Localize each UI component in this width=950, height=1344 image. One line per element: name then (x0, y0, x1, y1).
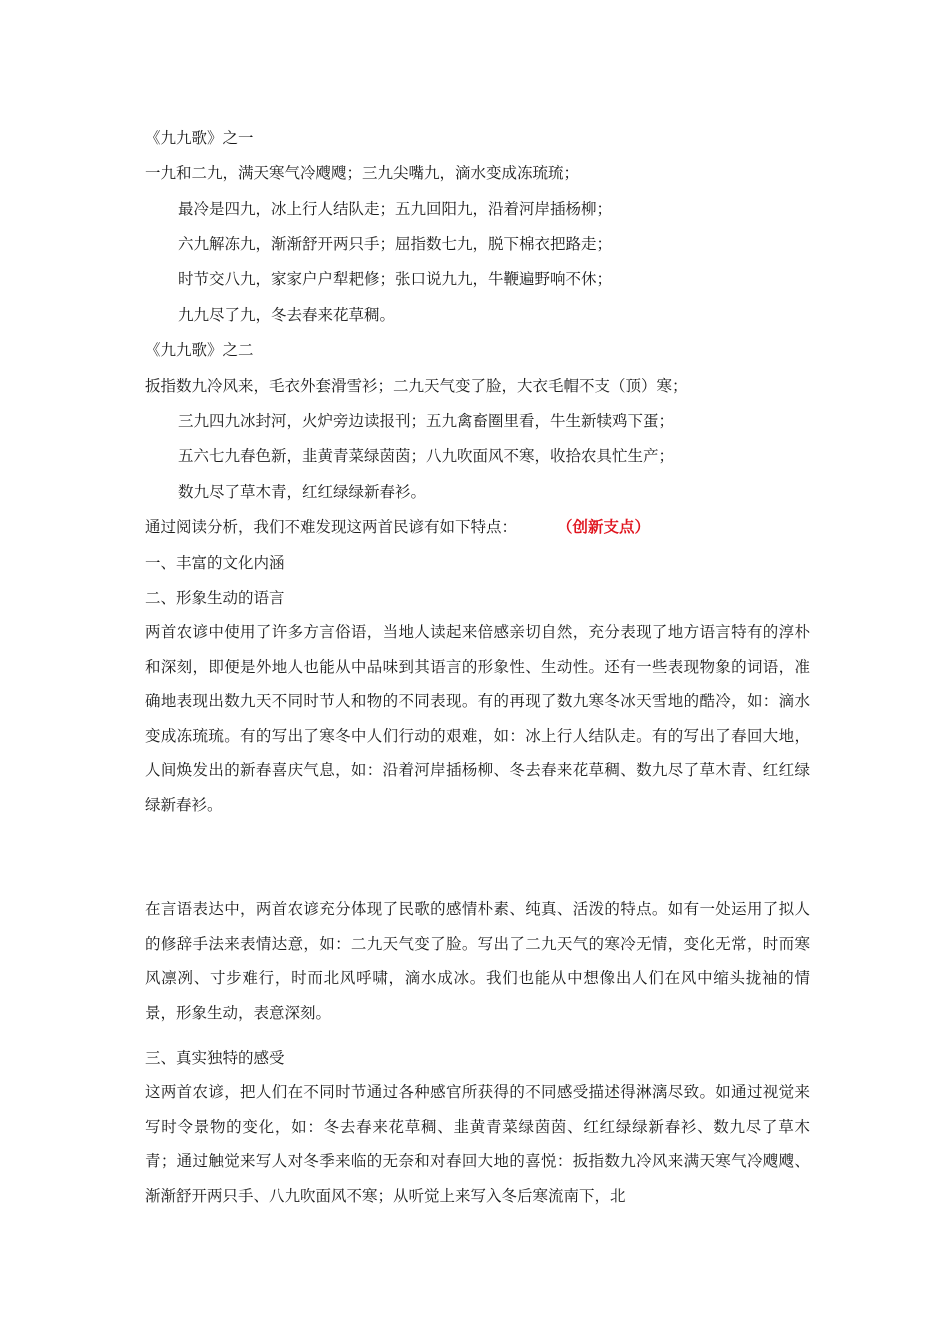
poem1-line: 九九尽了九，冬去春来花草稠。 (178, 306, 396, 324)
intro-line (145, 517, 650, 537)
poem1-title: 《九九歌》之一 (145, 129, 254, 147)
section-3-paragraph-1: 这两首农谚，把人们在不同时节通过各种感官所获得的不同感受描述得淋漓尽致。如通过视觉来写时令景物的变化，如：冬去春来花草稠、韭黄青菜绿茵茵、红红绿绿新春衫、数九尽了草木青；通过触觉来写人对冬季来临的无奈和对春回大地的喜悦：扳指数九冷风来满天寒气冷飕飕、渐渐舒开两只手、八九吹面风不寒；从听觉上来写入冬后寒流南下，北 (145, 1083, 810, 1205)
section-heading-3: 三、真实独特的感受 (145, 1049, 285, 1067)
poem1-line: 时节交八九，家家户户犁耙修；张口说九九，牛鞭遍野响不休； (178, 270, 613, 288)
poem1-line: 一九和二九，满天寒气冷飕飕；三九尖嘴九，滴水变成冻琉琉； (145, 164, 580, 182)
poem2-line: 数九尽了草木青，红红绿绿新春衫。 (178, 483, 427, 501)
poem2-line: 三九四九冰封河，火炉旁边读报刊；五九禽畜圈里看，牛生新犊鸡下蛋； (178, 412, 675, 430)
section-2-paragraph-2: 在言语表达中，两首农谚充分体现了民歌的感情朴素、纯真、活泼的特点。如有一处运用了拟人的修辞手法来表情达意，如：二九天气变了脸。写出了二九天气的寒冷无情，变化无常，时而寒风凛冽、寸步难行，时而北风呼啸，滴水成冰。我们也能从中想像出人们在风中缩头拢袖的情景，形象生动，表意深刻。 (145, 900, 810, 1022)
innovation-tag: （创新支点） (557, 517, 651, 536)
section-2-paragraph-1: 两首农谚中使用了许多方言俗语，当地人读起来倍感亲切自然，充分表现了地方语言特有的淳朴和深刻，即便是外地人也能从中品味到其语言的形象性、生动性。还有一些表现物象的词语，准确地表现出数九天不同时节人和物的不同表现。有的再现了数九寒冬冰天雪地的酷冷，如：滴水变成冻琉琉。有的写出了寒冬中人们行动的艰难，如：冰上行人结队走。有的写出了春回大地，人间焕发出的新春喜庆气息，如：沿着河岸插杨柳、冬去春来花草稠、数九尽了草木青、红红绿绿新春衫。 (145, 623, 810, 814)
poem1-line: 六九解冻九，渐渐舒开两只手；屈指数七九，脱下棉衣把路走； (178, 235, 613, 253)
intro-text: 通过阅读分析，我们不难发现这两首民谚有如下特点： (145, 518, 518, 536)
poem2-line: 五六七九春色新，韭黄青菜绿茵茵；八九吹面风不寒，收拾农具忙生产； (178, 447, 675, 465)
poem2-line: 扳指数九冷风来，毛衣外套滑雪衫；二九天气变了脸，大衣毛帽不支（顶）寒； (145, 377, 688, 395)
section-heading-2: 二、形象生动的语言 (145, 589, 285, 607)
section-heading-1: 一、丰富的文化内涵 (145, 554, 285, 572)
poem1-line: 最冷是四九，冰上行人结队走；五九回阳九，沿着河岸插杨柳； (178, 200, 613, 218)
poem2-title: 《九九歌》之二 (145, 341, 254, 359)
